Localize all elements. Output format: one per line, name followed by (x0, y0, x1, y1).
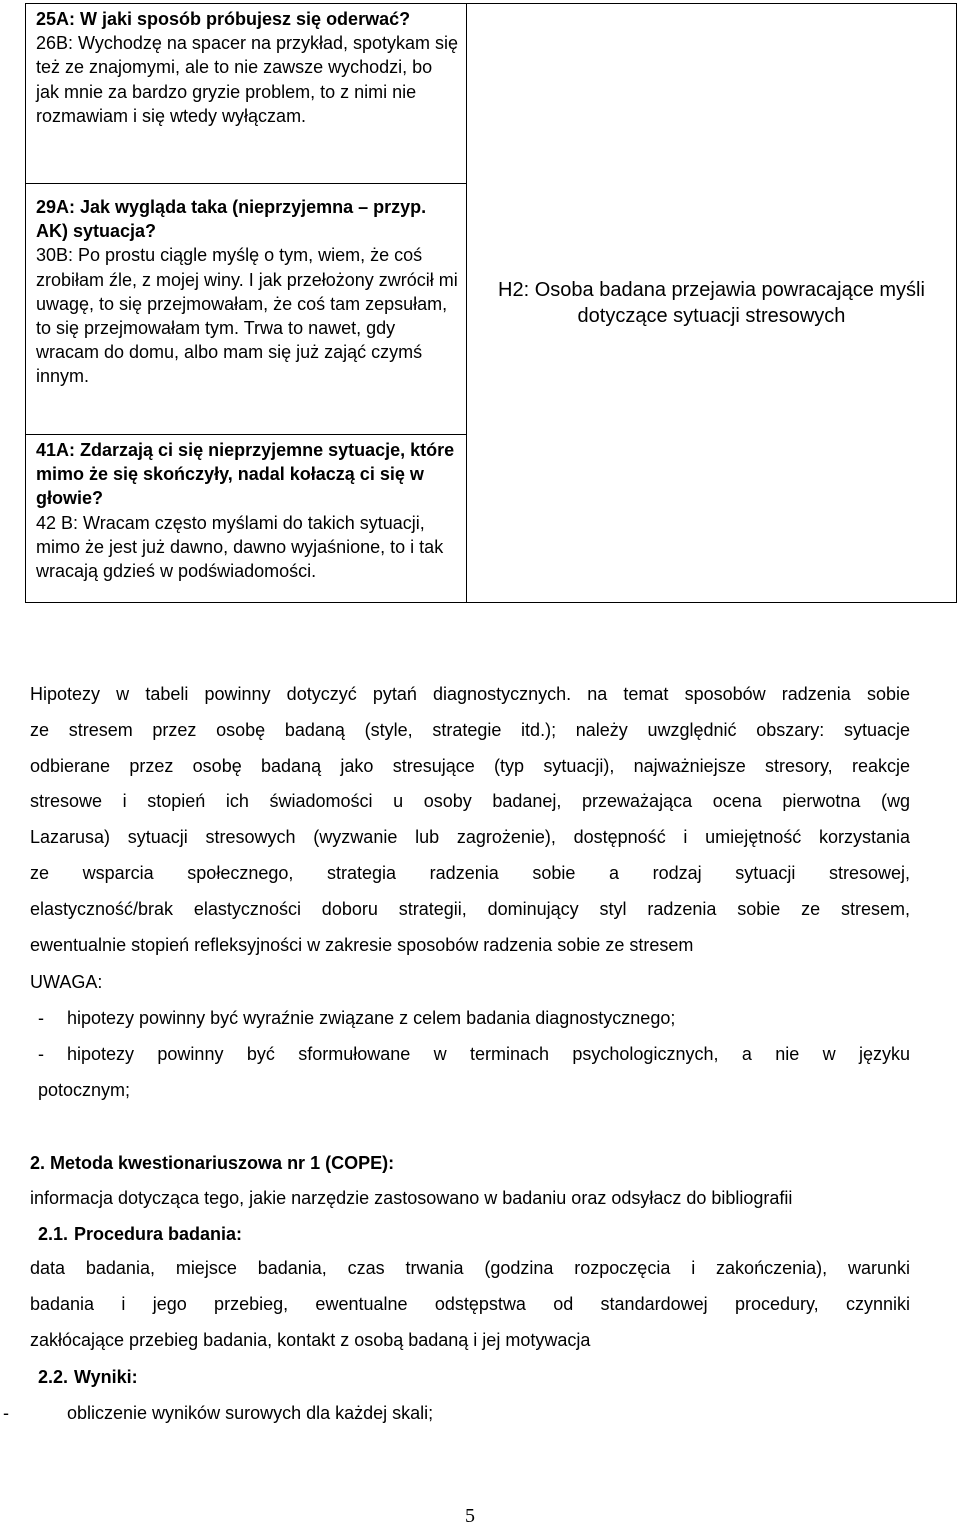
question-25a: 25A: W jaki sposób próbujesz się oderwać? (36, 9, 411, 29)
hypotheses-paragraph (30, 677, 910, 963)
list-dash: - (38, 1008, 44, 1028)
answer-30b: 30B: Po prostu ciągle myślę o tym, wiem, że coś zrobiłam źle, z mojej winy. I jak przełożony zwrócił mi uwagę, to się przejmowałam, że coś tam zepsułam, to się przejmowałam tym. Trwa to nawet, gdy wracam do domu, albo mam się już zająć czymś innym. (36, 245, 458, 387)
hypothesis-cell (467, 4, 957, 603)
hypothesis-h2: H2: Osoba badana przejawia powracające myśli dotyczące sytuacji stresowych (498, 279, 925, 327)
paragraph-line: ze stresem przez osobę badaną (style, strategie itd.); należy uwzględnić obszary: sytuacje (30, 719, 910, 740)
paragraph-line: ewentualnie stopień refleksyjności w zakresie sposobów radzenia sobie ze stresem (30, 934, 694, 955)
uwaga-item-2-continued: potocznym; (38, 1080, 131, 1100)
uwaga-label: UWAGA: (30, 972, 103, 992)
answer-42b: 42 B: Wracam często myślami do takich sytuacji, mimo że jest już dawno, dawno wyjaśnione, to i tak wracają gdzieś w podświadomości. (36, 512, 444, 582)
uwaga-item-2: hipotezy powinny być sformułowane w terminach psychologicznych, a nie w języku (67, 1044, 910, 1064)
uwaga-item-1: hipotezy powinny być wyraźnie związane z celem badania diagnostycznego; (67, 1008, 676, 1028)
section-2-heading: 2. Metoda kwestionariuszowa nr 1 (COPE): (30, 1153, 395, 1173)
paragraph-line: ze wsparcia społecznego, strategia radzenia sobie a rodzaj sytuacji stresowej, (30, 862, 910, 883)
subsection-2-1-title: Procedura badania: (74, 1224, 243, 1244)
paragraph-line: Lazarusa) sytuacji stresowych (wyzwanie lub zagrożenie), dostępność i umiejętność korzystania (30, 827, 910, 848)
answer-26b: 26B: Wychodzę na spacer na przykład, spotykam się też ze znajomymi, ale to nie zawsze wychodzi, bo jak mnie za bardzo gryzie problem, to z nimi nie rozmawiam i się wtedy wyłączam. (36, 33, 459, 126)
paragraph-line: odbierane przez osobę badaną jako stresujące (typ sytuacji), najważniejsze stresory, reakcje (30, 755, 910, 776)
table-cell-row3 (26, 435, 467, 603)
paragraph-line: data badania, miejsce badania, czas trwania (godzina rozpoczęcia i zakończenia), warunki (30, 1258, 910, 1278)
procedure-paragraph (30, 1251, 910, 1358)
section-2-text: informacja dotycząca tego, jakie narzędzie zastosowano w badaniu oraz odsyłacz do bibliografii (30, 1188, 793, 1208)
subsection-2-1-number: 2.1. (38, 1224, 69, 1244)
paragraph-line: stresowe i stopień ich świadomości u osoby badanej, przeważająca ocena pierwotna (wg (30, 791, 910, 812)
list-dash: - (38, 1044, 44, 1064)
subsection-2-2-number: 2.2. (38, 1367, 69, 1387)
table-cell-row2 (26, 184, 467, 435)
list-dash: - (3, 1403, 9, 1423)
question-41a: 41A: Zdarzają ci się nieprzyjemne sytuacje, które mimo że się skończyły, nadal kołaczą ci się w głowie? (36, 440, 455, 509)
question-29a: 29A: Jak wygląda taka (nieprzyjemna – przyp. AK) sytuacja? (36, 197, 427, 242)
results-item-1: obliczenie wyników surowych dla każdej skali; (67, 1403, 434, 1423)
paragraph-line: badania i jego przebieg, ewentualne odstępstwa od standardowej procedury, czynniki (30, 1293, 910, 1314)
paragraph-line: zakłócające przebieg badania, kontakt z osobą badaną i jej motywacja (30, 1329, 591, 1350)
table-cell-row1 (26, 4, 467, 184)
interview-table (25, 3, 957, 603)
paragraph-line: Hipotezy w tabeli powinny dotyczyć pytań diagnostycznych. na temat sposobów radzenia sobie (30, 684, 910, 704)
paragraph-line: elastyczność/brak elastyczności doboru strategii, dominujący styl radzenia sobie ze stresem, (30, 898, 910, 919)
page-number: 5 (465, 1505, 475, 1527)
subsection-2-2-title: Wyniki: (74, 1367, 138, 1387)
